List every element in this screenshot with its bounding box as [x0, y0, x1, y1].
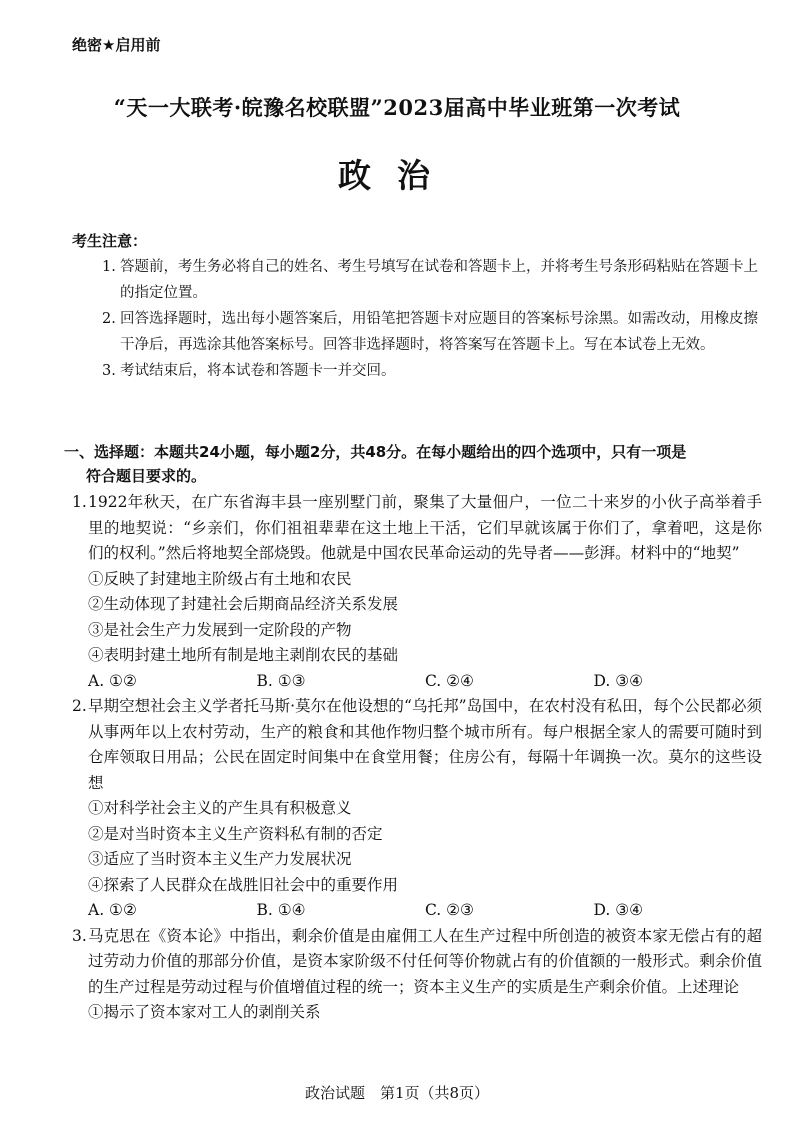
notice-number: 1. — [102, 259, 116, 275]
choice-a: A. ①② — [88, 901, 137, 919]
choice-d: D. ③④ — [593, 671, 644, 690]
choice-b: B. ①④ — [256, 901, 306, 919]
question-number: 2. — [72, 697, 87, 715]
section-line: 一、选择题：本题共24小题，每小题2分，共48分。在每小题给出的四个选项中，只有一项是 — [64, 443, 687, 461]
notice-text: 考试结束后，将本试卷和答题卡一并交回。 — [120, 363, 396, 379]
question-number: 3. — [72, 926, 87, 945]
question-list — [72, 490, 762, 1026]
question — [72, 490, 762, 694]
subject-title: 政治 — [338, 156, 456, 195]
choice-c: C. ②③ — [425, 901, 474, 919]
statement-option: ③适应了当时资本主义生产力发展状况 — [88, 850, 352, 868]
notice-text: 回答选择题时，选出每小题答案后，用铅笔把答题卡对应题目的答案标号涂黑。如需改动，用橡皮擦干净后，再选涂其他答案标号。回答非选择题时，将答案写在答题卡上。写在本试卷上无效。 — [120, 311, 758, 353]
notice-text: 答题前，考生务必将自己的姓名、考生号填写在试卷和答题卡上，并将考生号条形码粘贴在答题卡上的指定位置。 — [120, 259, 758, 301]
statement-option: ④探索了人民群众在战胜旧社会中的重要作用 — [88, 875, 399, 894]
choice-d: D. ③④ — [593, 901, 644, 919]
question — [72, 924, 762, 1026]
section-heading — [64, 440, 764, 488]
notice-item — [102, 306, 762, 358]
notice-number: 3. — [102, 363, 116, 379]
notice-list — [102, 254, 762, 384]
statement-option: ②是对当时资本主义生产资料私有制的否定 — [88, 824, 383, 843]
notice-item — [102, 254, 762, 306]
question-stem — [72, 490, 762, 567]
question-number: 1. — [72, 493, 87, 511]
question — [72, 694, 762, 924]
statement-option: ②生动体现了封建社会后期商品经济关系发展 — [88, 595, 399, 613]
section-line: 符合题目要求的。 — [86, 467, 207, 485]
page-footer: 政治试题 第1页（共8页） — [304, 1084, 490, 1102]
notice-number: 2. — [102, 311, 116, 327]
question-text: 早期空想社会主义学者托马斯·莫尔在他设想的“乌托邦”岛国中，在农村没有私田，每个公民都必须从事两年以上农村劳动，生产的粮食和其他作物归整个城市所有。每户根据全家人的需要可随时到仓库领取日用品；公民在固定时间集中在食堂用餐；住房公有，每隔十年调换一次。莫尔的这些设想 — [88, 697, 762, 792]
notice-heading: 考生注意： — [72, 232, 148, 250]
statement-option: ①反映了封建地主阶级占有土地和农民 — [88, 569, 352, 588]
exam-title: “天一大联考·皖豫名校联盟”2023届高中毕业班第一次考试 — [113, 95, 681, 120]
choice-b: B. ①③ — [256, 671, 306, 690]
question-text: 马克思在《资本论》中指出，剩余价值是由雇佣工人在生产过程中所创造的被资本家无偿占有的超过劳动力价值的那部分价值，是资本家阶级不付任何等价物就占有的价值额的一般形式。剩余价值的生产过程是劳动过程与价值增值过程的统一；资本主义生产的实质是生产剩余价值。上述理论 — [88, 926, 762, 996]
notice-item — [102, 358, 762, 384]
question-stem — [72, 924, 762, 1001]
answer-choices — [72, 898, 762, 924]
question-stem — [72, 694, 762, 796]
secret-label: 绝密★启用前 — [72, 36, 161, 54]
question-text: 1922年秋天，在广东省海丰县一座别墅门前，聚集了大量佃户，一位二十来岁的小伙子高举着手里的地契说：“乡亲们，你们祖祖辈辈在这土地上干活，它们早就该属于你们了，拿着吧，这是你们的权利。”然后将地契全部烧毁。他就是中国农民革命运动的先导者——彭湃。材料中的“地契” — [88, 493, 762, 562]
choice-c: C. ②④ — [425, 671, 474, 690]
answer-choices — [72, 669, 762, 695]
choice-a: A. ①② — [88, 671, 137, 690]
statement-option: ①揭示了资本家对工人的剥削关系 — [88, 1003, 321, 1021]
statement-option: ①对科学社会主义的产生具有积极意义 — [88, 799, 352, 817]
statement-option: ③是社会生产力发展到一定阶段的产物 — [88, 620, 352, 639]
statement-option: ④表明封建土地所有制是地主剥削农民的基础 — [88, 646, 399, 664]
